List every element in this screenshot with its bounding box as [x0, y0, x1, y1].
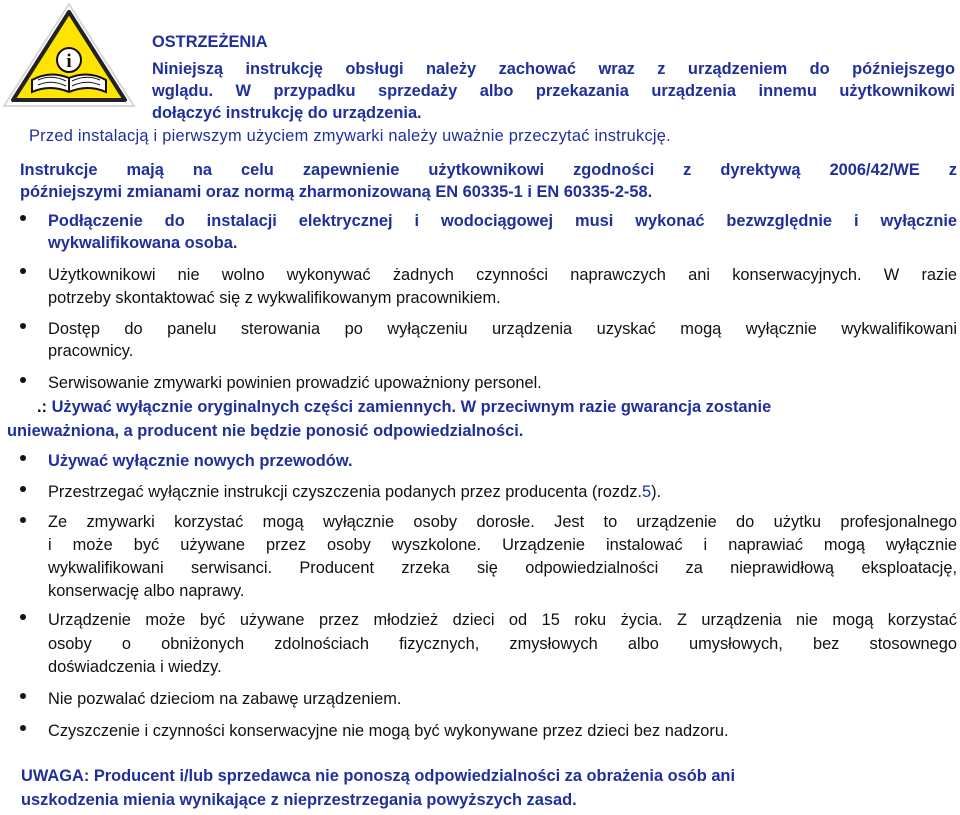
bullet-youth-line-3: doświadczenia i wiedzy. [48, 658, 222, 676]
bullet-a2-line-1: Użytkownikowi nie wolno wykonywać żadnych czynności naprawczych ani konserwacyjnych. W razie [48, 266, 957, 284]
bullet [20, 486, 26, 492]
original-parts-bold: Używać wyłącznie oryginalnych części zamiennych. [51, 398, 457, 416]
bullet [20, 517, 26, 523]
bullet-children: Czyszczenie i czynności konserwacyjne nie mogą być wykonywane przez dzieci bez nadzoru. [48, 722, 729, 740]
bullet-a3-line-2: pracownicy. [48, 342, 134, 360]
bullet [20, 323, 26, 329]
intro-line-1: Niniejszą instrukcję obsługi należy zachować wraz z urządzeniem do późniejszego [152, 60, 955, 78]
original-parts-line-1 [37, 397, 957, 419]
footer-warning-line-1: UWAGA: Producent i/lub sprzedawca nie ponoszą odpowiedzialności za obrażenia osób ani [21, 767, 736, 785]
bullet-a4-line-1: Serwisowanie zmywarki powinien prowadzić upoważniony personel. [48, 374, 542, 392]
bullet [20, 725, 26, 731]
bullet-youth-line-1: Urządzenie może być używane przez młodzież dzieci od 15 roku życia. Z urządzenia nie mogą korzystać [48, 611, 957, 629]
footer-warning-line-2: uszkodzenia mienia wynikające z nieprzestrzegania powyższych zasad. [21, 791, 577, 809]
original-parts-line-2: unieważniona, a producent nie będzie ponosić odpowiedzialności. [7, 422, 524, 440]
bullet [20, 215, 26, 221]
bullet-a1-line-1: Podłączenie do instalacji elektrycznej i wodociągowej musi wykonać bezwzględnie i wyłącznie [48, 212, 957, 230]
bullet [20, 693, 26, 699]
bullet-a2-line-2: potrzeby skontaktować się z wykwalifikowanym pracownikiem. [48, 289, 501, 307]
intro-line-2: wglądu. W przypadku sprzedaży albo przekazania urządzenia innemu użytkownikowi [152, 82, 955, 100]
bullet-adults-line-4: konserwację albo naprawy. [48, 582, 245, 600]
original-parts-rest: W przeciwnym razie gwarancja zostanie [456, 398, 772, 416]
info-letter: i [66, 51, 72, 72]
original-parts-prefix: .: [37, 398, 52, 416]
bullet-youth-line-2: osoby o obniżonych zdolnościach fizycznych, zmysłowych albo umysłowych, bez stosownego [48, 635, 957, 653]
intro-line-3: dołączyć instrukcję do urządzenia. [152, 104, 422, 122]
cleaning-post: ). [651, 483, 662, 501]
bullet-a1-line-2: wykwalifikowana osoba. [48, 234, 238, 252]
bullet-adults-line-2: i może być używane przez osoby wyszkolone. Urządzenie instalować i naprawiać mogą wyłącznie [48, 536, 957, 554]
cleaning-text: Przestrzegać wyłącznie instrukcji czyszczenia podanych przez producenta (rozdz. [48, 483, 642, 501]
bullet-adults-line-1: Ze zmywarki korzystać mogą wyłącznie osoby dorosłe. Jest to urządzenie do użytku profesjonalnego [48, 513, 957, 531]
bullet [20, 268, 26, 274]
cleaning-chapter-link[interactable]: 5 [641, 483, 652, 501]
bullet-cleaning [48, 482, 661, 504]
bullet [20, 377, 26, 383]
directive-line-1: Instrukcje mają na celu zapewnienie użytkownikowi zgodności z dyrektywą 2006/42/WE z [20, 161, 957, 179]
directive-line-2: późniejszymi zmianami oraz normą zharmonizowaną EN 60335-1 i EN 60335-2-58. [20, 183, 653, 201]
warning-read-manual-icon [0, 0, 140, 112]
bullet-play: Nie pozwalać dzieciom na zabawę urządzeniem. [48, 690, 402, 708]
page-title: OSTRZEŻENIA [152, 33, 268, 51]
bullet [20, 614, 26, 620]
bullet-adults-line-3: wykwalifikowani serwisanci. Producent zrzeka się odpowiedzialności za nieprawidłową eksploatację, [48, 559, 957, 577]
bullet-new-parts: Używać wyłącznie nowych przewodów. [48, 452, 353, 470]
read-before-use: Przed instalacją i pierwszym użyciem zmywarki należy uważnie przeczytać instrukcję. [29, 127, 671, 145]
bullet-a3-line-1: Dostęp do panelu sterowania po wyłączeniu urządzenia uzyskać mogą wyłącznie wykwalifikowani [48, 320, 957, 338]
bullet [20, 455, 26, 461]
